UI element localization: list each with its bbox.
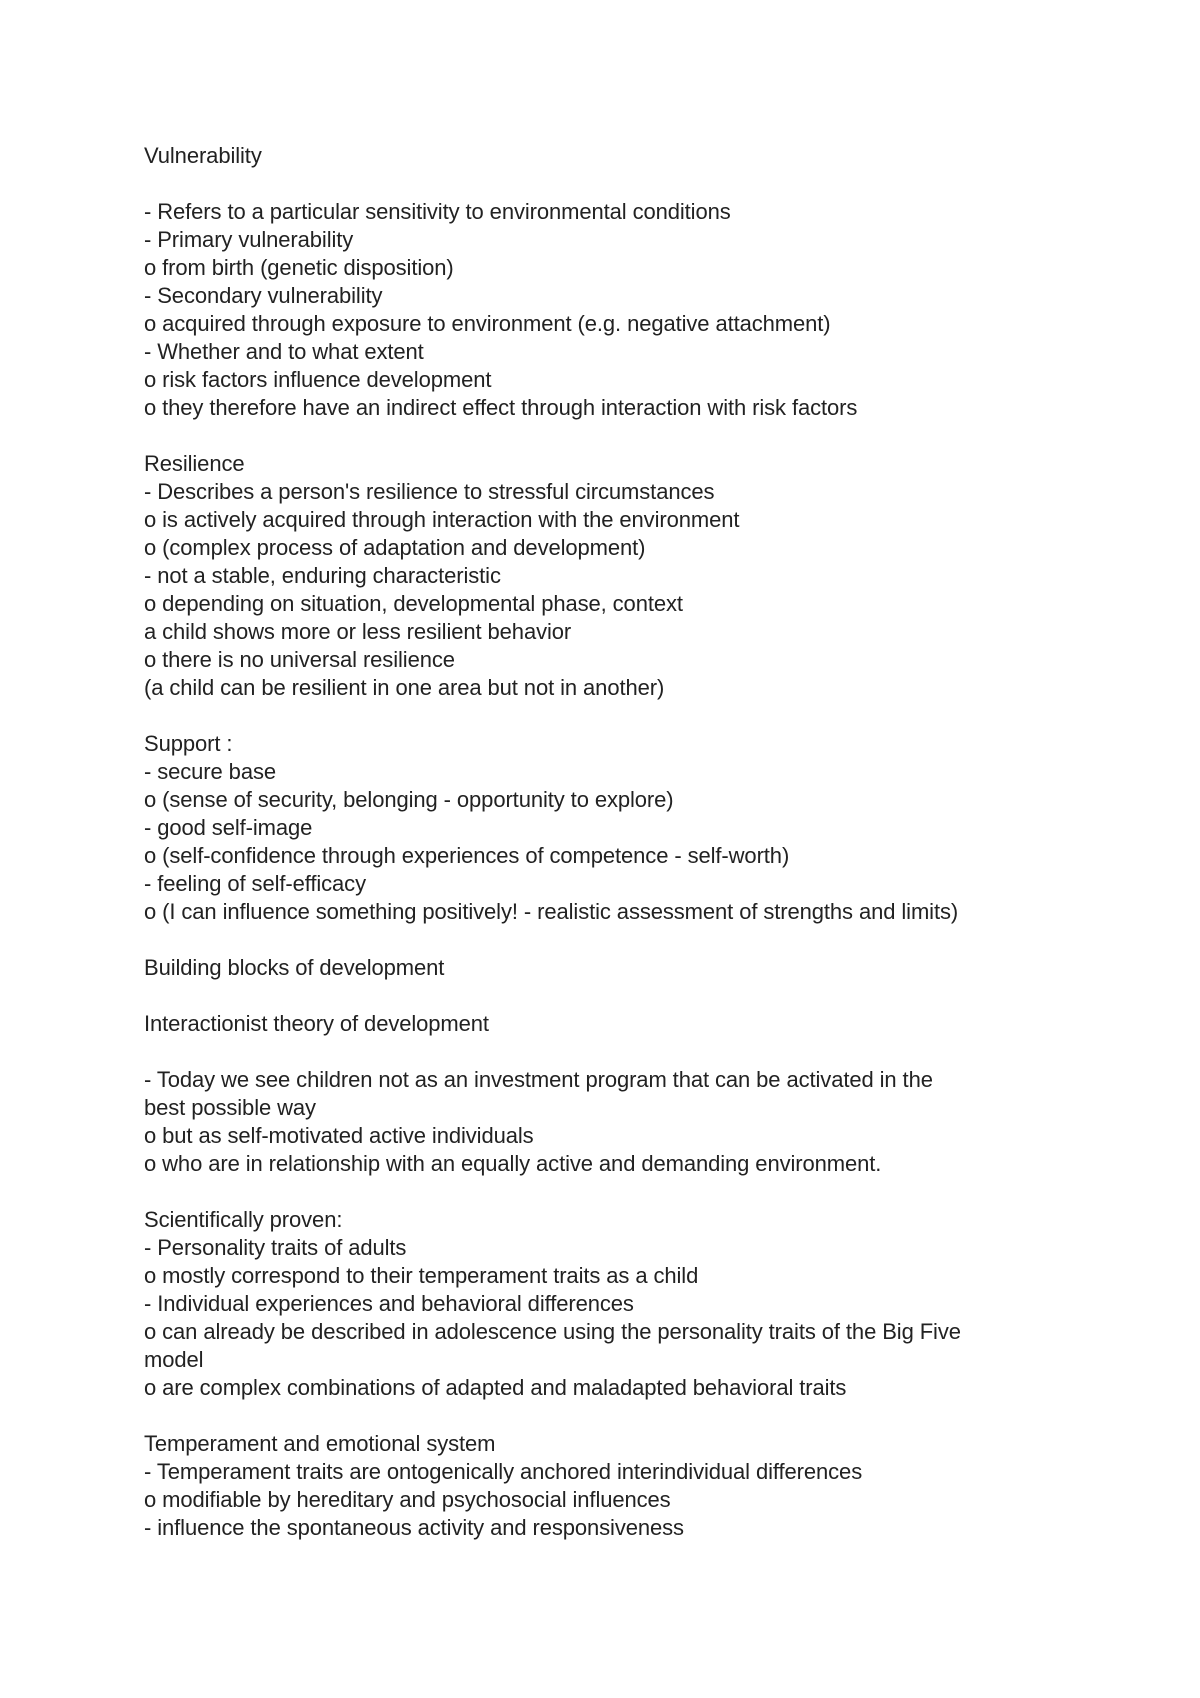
text-line: o from birth (genetic disposition) <box>144 255 454 280</box>
text-line: model <box>144 1347 204 1372</box>
text-line: - Whether and to what extent <box>144 339 424 364</box>
text-line: (a child can be resilient in one area but not in another) <box>144 675 665 700</box>
text-line: o risk factors influence development <box>144 367 492 392</box>
blank-line <box>144 982 1064 1010</box>
blank-line <box>144 702 1064 730</box>
section-heading-resilience: Resilience <box>144 451 245 476</box>
text-line: - Personality traits of adults <box>144 1235 407 1260</box>
text-line: o (complex process of adaptation and development) <box>144 535 646 560</box>
section-heading-scientifically-proven: Scientifically proven: <box>144 1207 343 1232</box>
blank-line <box>144 422 1064 450</box>
text-line: o are complex combinations of adapted and maladapted behavioral traits <box>144 1375 847 1400</box>
text-line: o mostly correspond to their temperament traits as a child <box>144 1263 699 1288</box>
text-line: - Refers to a particular sensitivity to environmental conditions <box>144 199 731 224</box>
text-line: - Today we see children not as an investment program that can be activated in the <box>144 1067 933 1092</box>
blank-line <box>144 170 1064 198</box>
section-heading-interactionist-theory: Interactionist theory of development <box>144 1011 489 1036</box>
text-line: - Secondary vulnerability <box>144 283 383 308</box>
text-line: - good self-image <box>144 815 313 840</box>
text-line: - secure base <box>144 759 276 784</box>
text-line: o can already be described in adolescence using the personality traits of the Big Five <box>144 1319 961 1344</box>
section-heading-support: Support : <box>144 731 233 756</box>
blank-line <box>144 1402 1064 1430</box>
text-line: - Temperament traits are ontogenically anchored interindividual differences <box>144 1459 863 1484</box>
blank-line <box>144 926 1064 954</box>
section-heading-temperament: Temperament and emotional system <box>144 1431 496 1456</box>
text-line: o (I can influence something positively! - realistic assessment of strengths and limits) <box>144 899 959 924</box>
text-line: o they therefore have an indirect effect through interaction with risk factors <box>144 395 858 420</box>
section-heading-building-blocks: Building blocks of development <box>144 955 445 980</box>
text-line: a child shows more or less resilient behavior <box>144 619 572 644</box>
section-heading-vulnerability: Vulnerability <box>144 143 262 168</box>
text-line: - not a stable, enduring characteristic <box>144 563 501 588</box>
text-line: o (self-confidence through experiences of competence - self-worth) <box>144 843 790 868</box>
text-line: - Individual experiences and behavioral differences <box>144 1291 634 1316</box>
text-line: o acquired through exposure to environment (e.g. negative attachment) <box>144 311 831 336</box>
text-line: o but as self-motivated active individuals <box>144 1123 534 1148</box>
text-line: o there is no universal resilience <box>144 647 455 672</box>
text-line: - feeling of self-efficacy <box>144 871 366 896</box>
text-line: o who are in relationship with an equally active and demanding environment. <box>144 1151 882 1176</box>
text-line: - Describes a person's resilience to stressful circumstances <box>144 479 715 504</box>
text-line: - Primary vulnerability <box>144 227 354 252</box>
text-line: o (sense of security, belonging - opportunity to explore) <box>144 787 674 812</box>
text-line: o is actively acquired through interaction with the environment <box>144 507 740 532</box>
blank-line <box>144 1178 1064 1206</box>
text-line: o depending on situation, developmental phase, context <box>144 591 683 616</box>
blank-line <box>144 1038 1064 1066</box>
text-line: - influence the spontaneous activity and responsiveness <box>144 1515 684 1540</box>
document-body <box>144 142 1064 1542</box>
text-line: o modifiable by hereditary and psychosocial influences <box>144 1487 671 1512</box>
text-line: best possible way <box>144 1095 316 1120</box>
